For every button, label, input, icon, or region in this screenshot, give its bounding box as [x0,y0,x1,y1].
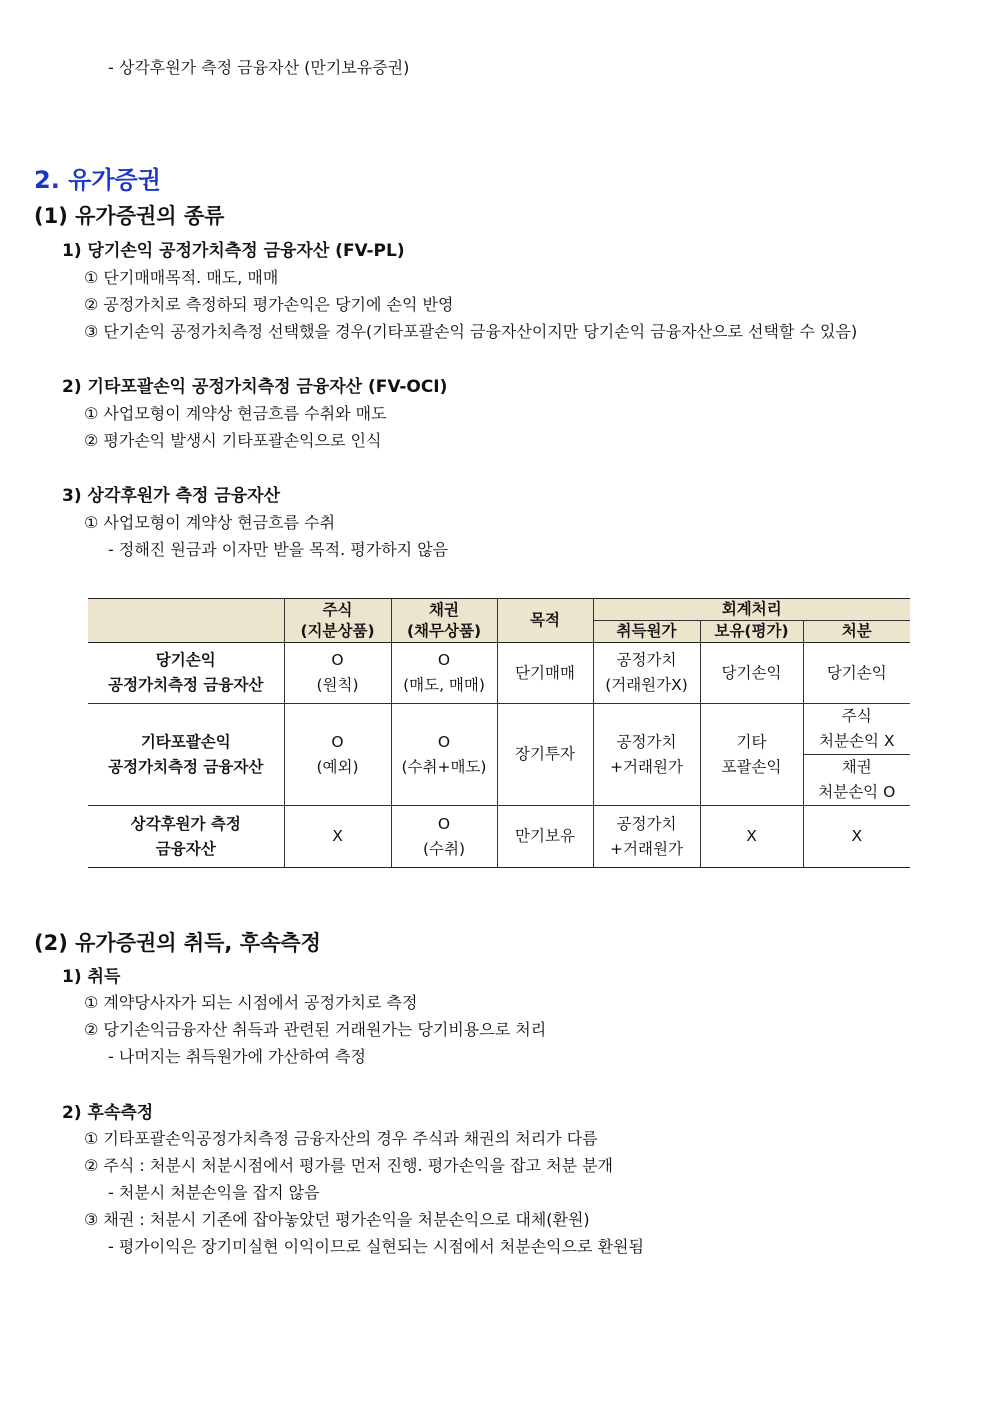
subseq-item-note: - 처분시 처분손익을 잡지 않음 [108,1183,320,1202]
cell-disposal: X [803,806,910,868]
acq-item-note: - 나머지는 취득원가에 가산하여 측정 [108,1047,366,1066]
header-bond: 채권 (채무상품) [391,599,497,643]
cell-stock: X [284,806,391,868]
subsection-title-types: (1) 유가증권의 종류 [34,204,225,228]
table-row [88,643,910,704]
cell-stock: O (예외) [284,704,391,806]
header-corner [88,599,284,643]
cell-stock: O (원칙) [284,643,391,704]
subseq-item: ③ 채권 : 처분시 기존에 잡아놓았던 평가손익을 처분손익으로 대체(환원) [84,1210,590,1229]
subseq-heading: 2) 후속측정 [62,1103,154,1123]
ac-item: ① 사업모형이 계약상 현금흐름 수취 [84,513,336,532]
cell-bond: O (수취) [391,806,497,868]
cell-purpose: 만기보유 [497,806,593,868]
ac-item-note: - 정해진 원금과 이자만 받을 목적. 평가하지 않음 [108,540,449,559]
header-disposal: 처분 [803,621,910,643]
header-holding: 보유(평가) [700,621,803,643]
fvpl-item: ② 공정가치로 측정하되 평가손익은 당기에 손익 반영 [84,295,454,314]
fvpl-item: ③ 단기손익 공정가치측정 선택했을 경우(기타포괄손익 금융자산이지만 당기손익 금융자산으로 선택할 수 있음) [84,322,858,341]
cell-disposal-bond: 채권 처분손익 O [803,755,910,806]
cell-holding: 기타 포괄손익 [700,704,803,806]
header-stock: 주식 (지분상품) [284,599,391,643]
cell-holding: X [700,806,803,868]
acq-item: ② 당기손익금융자산 취득과 관련된 거래원가는 당기비용으로 처리 [84,1020,547,1039]
cell-disposal-stock: 주식 처분손익 X [803,704,910,755]
top-note: - 상각후원가 측정 금융자산 (만기보유증권) [108,58,410,77]
fvoci-item: ② 평가손익 발생시 기타포괄손익으로 인식 [84,431,382,450]
cell-holding: 당기손익 [700,643,803,704]
cell-acq-cost: 공정가치 (거래원가X) [593,643,700,704]
row-name: 상각후원가 측정 금융자산 [130,814,241,858]
cell-acq-cost: 공정가치 +거래원가 [593,704,700,806]
subseq-item-note: - 평가이익은 장기미실현 이익이므로 실현되는 시점에서 처분손익으로 환원됨 [108,1237,644,1256]
fvoci-heading: 2) 기타포괄손익 공정가치측정 금융자산 (FV-OCI) [62,377,448,397]
header-acq-cost: 취득원가 [593,621,700,643]
cell-bond: O (매도, 매매) [391,643,497,704]
subseq-item: ① 기타포괄손익공정가치측정 금융자산의 경우 주식과 채권의 처리가 다름 [84,1129,598,1148]
acq-heading: 1) 취득 [62,967,121,987]
fvpl-item: ① 단기매매목적. 매도, 매매 [84,268,279,287]
acq-item: ① 계약당사자가 되는 시점에서 공정가치로 측정 [84,993,418,1012]
ac-heading: 3) 상각후원가 측정 금융자산 [62,486,280,506]
cell-disposal: 당기손익 [803,643,910,704]
table-row [88,806,910,868]
cell-purpose: 단기매매 [497,643,593,704]
table-row [88,704,910,755]
section-title: 2. 유가증권 [34,166,161,194]
row-name: 당기손익 공정가치측정 금융자산 [108,651,264,694]
header-purpose: 목적 [497,599,593,643]
fvoci-item: ① 사업모형이 계약상 현금흐름 수취와 매도 [84,404,387,423]
row-name: 기타포괄손익 공정가치측정 금융자산 [88,704,284,806]
fvpl-heading: 1) 당기손익 공정가치측정 금융자산 (FV-PL) [62,241,405,261]
cell-bond: O (수취+매도) [391,704,497,806]
cell-purpose: 장기투자 [497,704,593,806]
header-accounting: 회계처리 [593,599,910,621]
cell-acq-cost: 공정가치 +거래원가 [593,806,700,868]
subsection-title-measurement: (2) 유가증권의 취득, 후속측정 [34,931,321,955]
classification-table [88,598,910,868]
subseq-item: ② 주식 : 처분시 처분시점에서 평가를 먼저 진행. 평가손익을 잡고 처분 분개 [84,1156,613,1175]
